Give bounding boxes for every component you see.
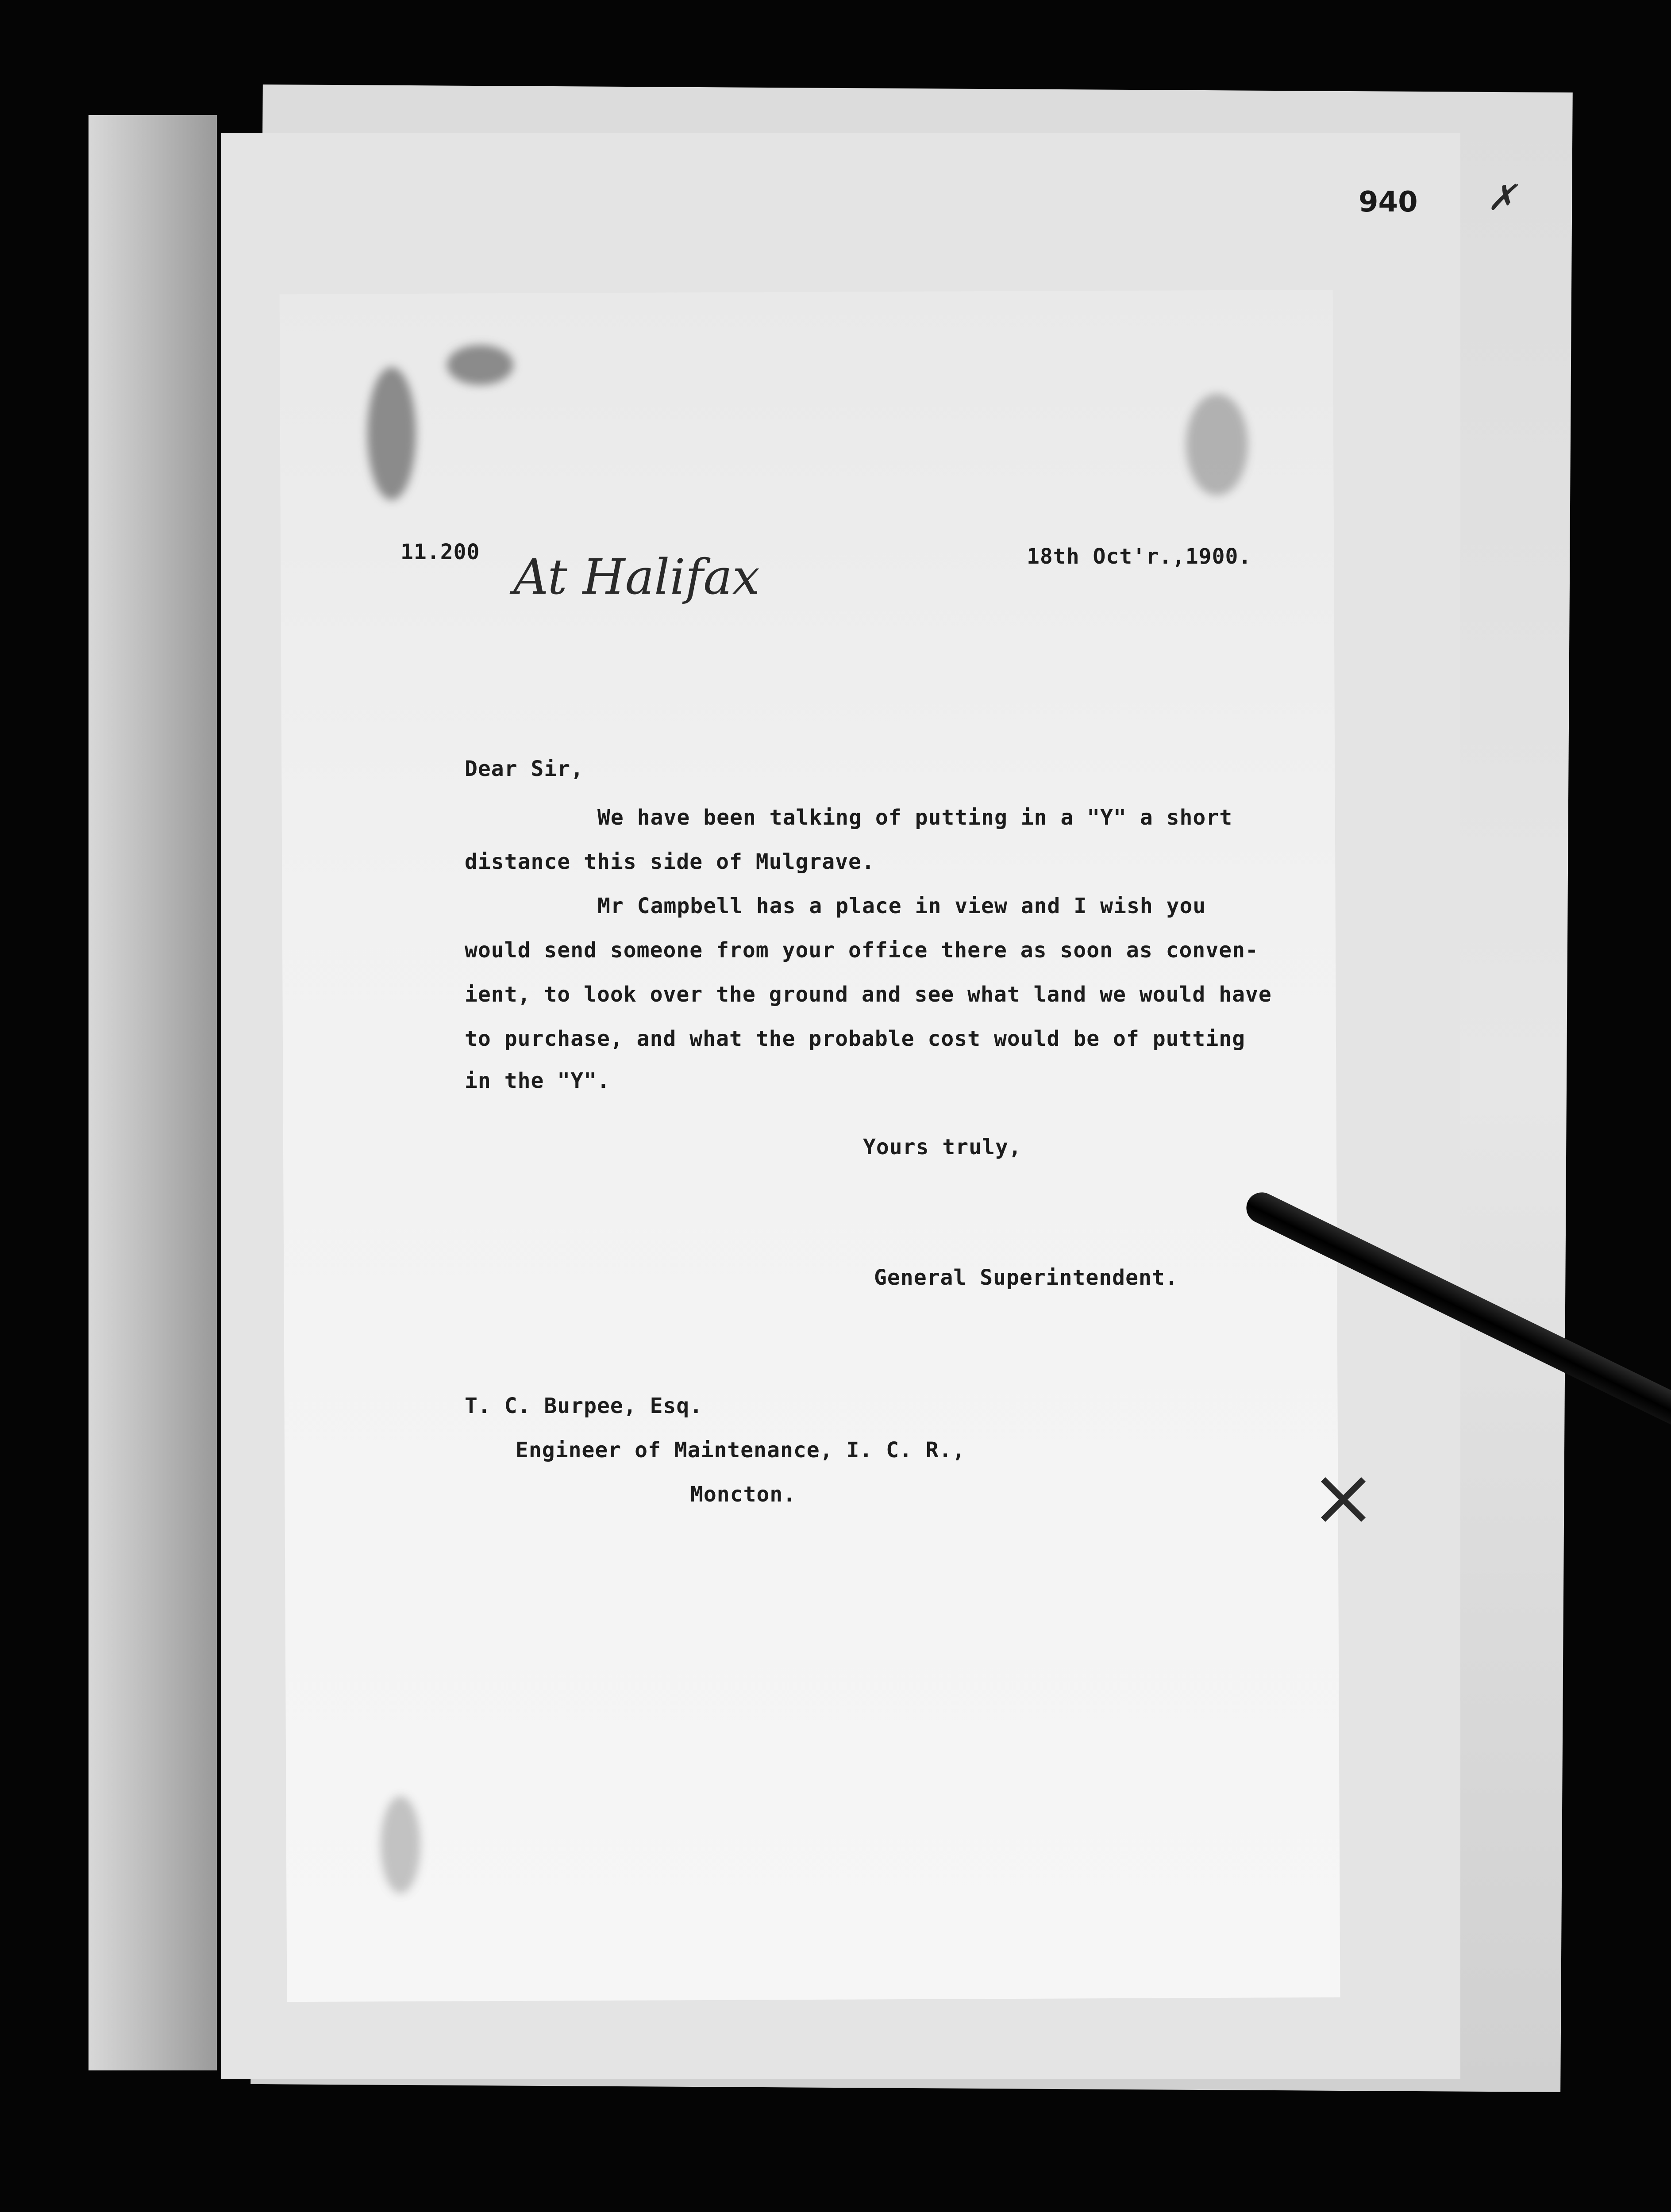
body-line: Mr Campbell has a place in view and I wish you <box>597 894 1206 918</box>
body-line: to purchase, and what the probable cost would be of putting <box>465 1026 1246 1051</box>
ink-smudge <box>381 1796 420 1893</box>
ink-smudge <box>1186 394 1248 495</box>
signature-title: General Superintendent. <box>874 1265 1178 1290</box>
body-line: distance this side of Mulgrave. <box>465 849 875 874</box>
body-line: would send someone from your office there as soon as conven- <box>465 938 1259 963</box>
body-line: in the "Y". <box>465 1068 610 1093</box>
recipient-place: Moncton. <box>690 1482 797 1507</box>
corner-mark: ✗ <box>1487 177 1517 218</box>
page-number: 940 <box>1359 186 1418 219</box>
closing: Yours truly, <box>863 1135 1022 1160</box>
salutation: Dear Sir, <box>465 757 584 781</box>
recipient-title: Engineer of Maintenance, I. C. R., <box>516 1438 966 1463</box>
handwritten-note: At Halifax <box>513 549 760 605</box>
body-line: ient, to look over the ground and see what land we would have <box>465 982 1272 1007</box>
margin-mark: ⨯ <box>1310 1451 1377 1544</box>
ink-smudge <box>367 367 416 500</box>
letter-date: 18th Oct'r.,1900. <box>1027 544 1252 569</box>
ink-smudge <box>447 345 513 385</box>
body-line: We have been talking of putting in a "Y" a short <box>597 805 1233 830</box>
reference-number: 11.200 <box>400 540 480 565</box>
previous-page-edge <box>89 115 217 2070</box>
recipient-name: T. C. Burpee, Esq. <box>465 1394 703 1418</box>
